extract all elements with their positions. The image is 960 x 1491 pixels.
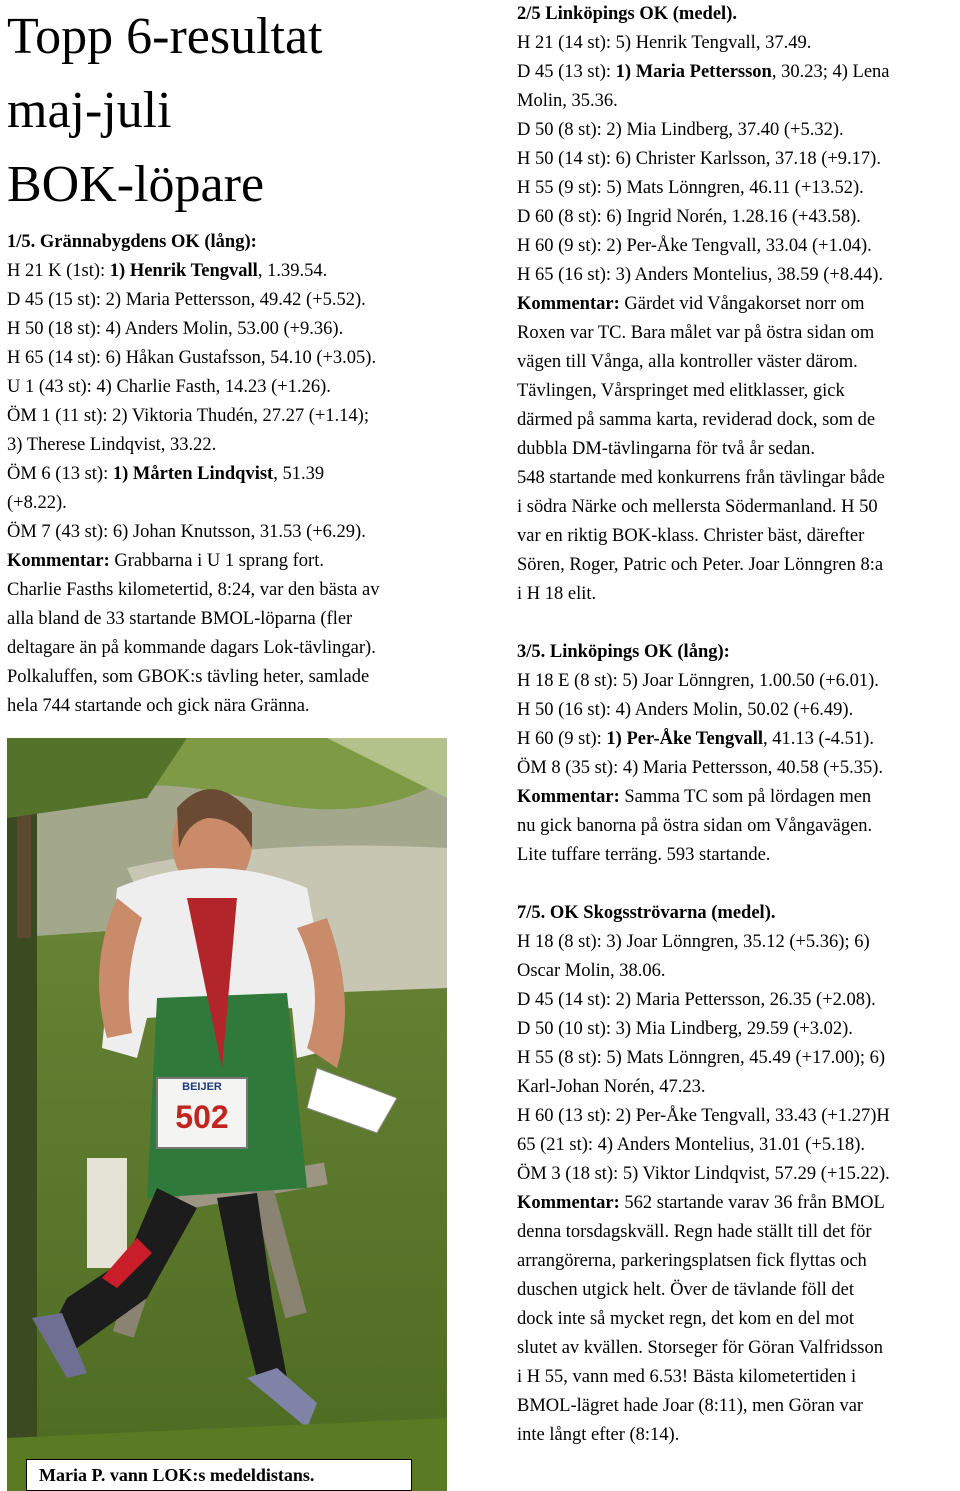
result-line [517,29,957,58]
comment-line: i H 55, vann med 6.53! Bästa kilometertiden i [517,1367,857,1387]
result-text: H 21 (14 st): 5) Henrik Tengvall, 37.49. [517,33,812,53]
section-heading: 2/5 Linköpings OK (medel). [517,4,737,24]
comment-label: Kommentar: [7,551,110,571]
comment-label: Kommentar: [517,787,620,807]
comment-line [517,1189,957,1218]
title-line: BOK-löpare [7,156,265,213]
result-text: D 50 (8 st): 2) Mia Lindberg, 37.40 (+5.32). [517,120,844,140]
comment-line: 548 startande med konkurrens från tävlingar både [517,468,885,488]
result-line [517,174,957,203]
comment-text: Samma TC som på lördagen men [619,787,872,807]
result-text: H 55 (9 st): 5) Mats Lönngren, 46.11 (+13.52). [517,178,864,198]
section-lok-medel [517,0,957,609]
section-gb-ok [7,228,477,721]
comment-line [7,547,477,576]
result-text: D 50 (10 st): 3) Mia Lindberg, 29.59 (+3.02). [517,1019,853,1039]
winner-name: 1) Maria Pettersson [615,62,772,82]
comment-text: 562 startande varav 36 från BMOL [619,1193,885,1213]
comment-line: arrangörerna, parkeringsplatsen fick flyttas och [517,1251,867,1271]
section-heading: 7/5. OK Skogsströvarna (medel). [517,903,776,923]
result-line [517,1015,957,1044]
result-text: (+8.22). [7,493,67,513]
result-text: D 45 (13 st): [517,62,616,82]
result-text: H 18 (8 st): 3) Joar Lönngren, 35.12 (+5.36); 6) [517,932,870,952]
result-line [517,754,957,783]
result-line [7,315,477,344]
result-line [517,1131,957,1160]
result-line [7,431,477,460]
result-text: ÖM 8 (35 st): 4) Maria Pettersson, 40.58 (+5.35). [517,758,883,778]
comment-line: denna torsdagskväll. Regn hade ställt till det för [517,1222,872,1242]
comment-line: därmed på samma karta, reviderad dock, som de [517,410,876,430]
comment-line: alla bland de 33 startande BMOL-löparna (fler [7,609,353,629]
result-text: ÖM 1 (11 st): 2) Viktoria Thudén, 27.27 (+1.14); [7,406,369,426]
result-line [517,667,957,696]
comment-text: Gärdet vid Vångakorset norr om [619,294,865,314]
result-text: H 21 K (1st): [7,261,110,281]
comment-line: duschen utgick helt. Över de tävlande föll det [517,1280,855,1300]
result-text: U 1 (43 st): 4) Charlie Fasth, 14.23 (+1.26). [7,377,331,397]
result-text: H 50 (14 st): 6) Christer Karlsson, 37.18 (+9.17). [517,149,881,169]
result-line [517,928,957,957]
result-line [517,58,957,87]
result-line [517,986,957,1015]
result-line [517,725,957,754]
comment-line: Roxen var TC. Bara målet var på östra sidan om [517,323,875,343]
result-text: Oscar Molin, 38.06. [517,961,666,981]
section-heading: 1/5. Grännabygdens OK (lång): [7,232,257,252]
comment-line: nu gick banorna på östra sidan om Vångavägen. [517,816,873,836]
result-line [517,1044,957,1073]
comment-text: Grabbarna i U 1 sprang fort. [109,551,324,571]
result-text: D 45 (14 st): 2) Maria Pettersson, 26.35 (+2.08). [517,990,876,1010]
result-text: H 50 (18 st): 4) Anders Molin, 53.00 (+9.36). [7,319,344,339]
result-text: Molin, 35.36. [517,91,618,111]
result-text: H 18 E (8 st): 5) Joar Lönngren, 1.00.50 (+6.01). [517,671,879,691]
result-text: H 60 (13 st): 2) Per-Åke Tengvall, 33.43 (+1.27)H [517,1106,890,1126]
result-text: 3) Therese Lindqvist, 33.22. [7,435,217,455]
title-line: maj-juli [7,82,172,139]
comment-line: Tävlingen, Vårspringet med elitklasser, gick [517,381,845,401]
comment-line: Sören, Roger, Patric och Peter. Joar Lönngren 8:a [517,555,884,575]
bib-number: 502 [175,1099,229,1135]
comment-line: dubbla DM-tävlingarna för två år sedan. [517,439,815,459]
result-text: Karl-Johan Norén, 47.23. [517,1077,706,1097]
winner-name: 1) Henrik Tengvall [109,261,258,281]
result-line [517,696,957,725]
result-text: , 1.39.54. [257,261,328,281]
comment-line [517,290,957,319]
result-line [7,286,477,315]
result-line [517,145,957,174]
comment-line: BMOL-lägret hade Joar (8:11), men Göran var [517,1396,864,1416]
page-title [7,0,477,222]
comment-line: Charlie Fasths kilometertid, 8:24, var den bästa av [7,580,380,600]
comment-line: Lite tuffare terräng. 593 startande. [517,845,771,865]
comment-line: hela 744 startande och gick nära Gränna. [7,696,310,716]
winner-name: 1) Mårten Lindqvist [112,464,274,484]
result-line [517,261,957,290]
result-text: D 45 (15 st): 2) Maria Pettersson, 49.42 (+5.52). [7,290,366,310]
runner-photo [7,738,447,1491]
result-line [517,232,957,261]
section-heading: 3/5. Linköpings OK (lång): [517,642,730,662]
result-text: H 65 (14 st): 6) Håkan Gustafsson, 54.10 (+3.05). [7,348,377,368]
result-line [7,460,477,489]
result-text: ÖM 3 (18 st): 5) Viktor Lindqvist, 57.29 (+15.22). [517,1164,890,1184]
result-line [7,373,477,402]
result-line [7,518,477,547]
result-text: , 41.13 (-4.51). [762,729,874,749]
result-text: 65 (21 st): 4) Anders Montelius, 31.01 (+5.18). [517,1135,866,1155]
section-lok-lang [517,638,957,870]
result-text: H 60 (9 st): 2) Per-Åke Tengvall, 33.04 (+1.04). [517,236,872,256]
result-text: H 60 (9 st): [517,729,607,749]
result-line [517,87,957,116]
comment-line: vägen till Vånga, alla kontroller väster därom. [517,352,858,372]
comment-line: slutet av kvällen. Storseger för Göran Valfridsson [517,1338,883,1358]
comment-label: Kommentar: [517,1193,620,1213]
section-ok-skogsstrovarna [517,899,957,1450]
left-column [7,0,477,721]
comment-line: dock inte så mycket regn, det kom en del mot [517,1309,855,1329]
winner-name: 1) Per-Åke Tengvall [606,729,763,749]
right-column [517,0,957,1450]
result-line [7,402,477,431]
result-text: H 55 (8 st): 5) Mats Lönngren, 45.49 (+17.00); 6) [517,1048,886,1068]
result-line [517,1160,957,1189]
photo-caption: Maria P. vann LOK:s medeldistans. [26,1459,412,1491]
comment-line: Polkaluffen, som GBOK:s tävling heter, samlade [7,667,370,687]
comment-line: deltagare än på kommande dagars Lok-tävlingar). [7,638,376,658]
result-text: D 60 (8 st): 6) Ingrid Norén, 1.28.16 (+43.58). [517,207,861,227]
result-text: , 30.23; 4) Lena [771,62,890,82]
result-text: , 51.39 [273,464,325,484]
comment-line: var en riktig BOK-klass. Christer bäst, därefter [517,526,865,546]
comment-line: i H 18 elit. [517,584,597,604]
title-line: Topp 6-resultat [7,8,323,65]
comment-line: i södra Närke och mellersta Södermanland. H 50 [517,497,878,517]
runner-photo-illustration [7,738,447,1491]
result-line [7,344,477,373]
result-line [517,203,957,232]
result-line [517,116,957,145]
result-text: ÖM 7 (43 st): 6) Johan Knutsson, 31.53 (+6.29). [7,522,366,542]
comment-line [517,783,957,812]
result-text: H 50 (16 st): 4) Anders Molin, 50.02 (+6.49). [517,700,854,720]
result-text: H 65 (16 st): 3) Anders Montelius, 38.59 (+8.44). [517,265,884,285]
result-line [7,489,477,518]
comment-label: Kommentar: [517,294,620,314]
result-text: ÖM 6 (13 st): [7,464,113,484]
bib-sponsor: BEIJER [182,1081,222,1093]
comment-line: inte långt efter (8:14). [517,1425,680,1445]
result-line [517,1073,957,1102]
result-line [517,957,957,986]
result-line [7,257,477,286]
result-line [517,1102,957,1131]
